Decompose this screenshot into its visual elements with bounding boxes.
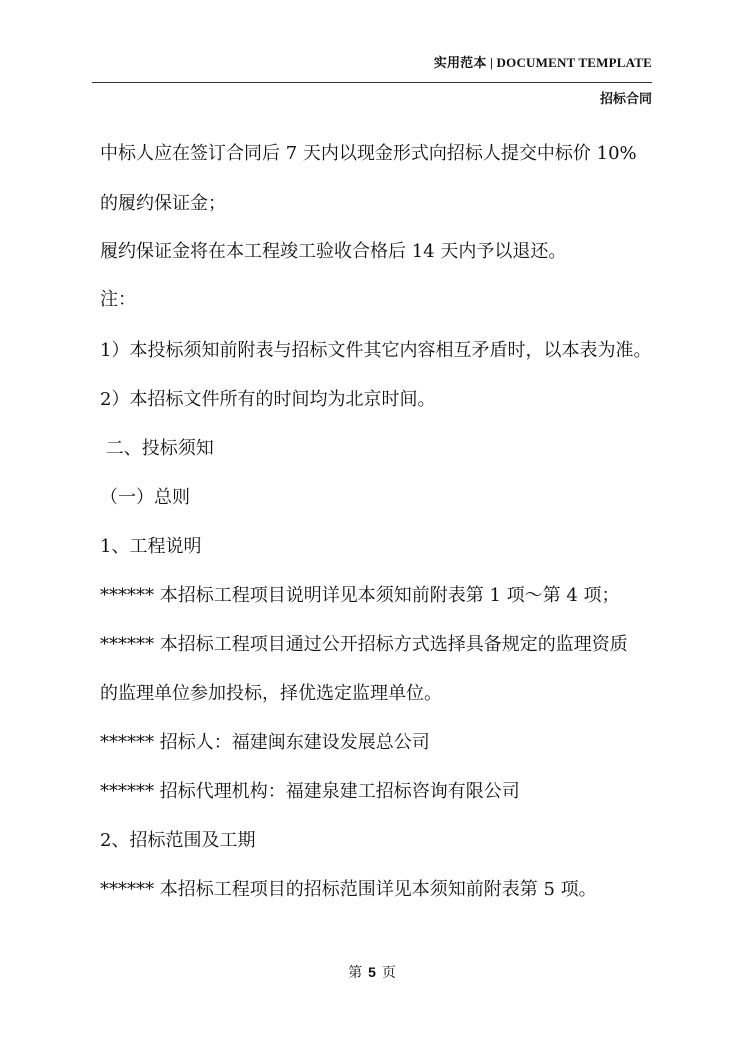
body-line: 的监理单位参加投标，择优选定监理单位。 <box>100 683 442 704</box>
body-line: ****** 本招标工程项目的招标范围详见本须知前附表第 5 项。 <box>100 879 597 900</box>
page-number: 5 <box>368 964 376 980</box>
header-subtitle: 招标合同 <box>599 92 652 107</box>
item-heading: 1、工程说明 <box>100 536 202 557</box>
body-line: 的履约保证金； <box>100 193 226 214</box>
page-footer <box>0 962 744 982</box>
body-line: 2）本招标文件所有的时间均为北京时间。 <box>100 389 436 410</box>
subsection-heading: （一）总则 <box>100 487 190 508</box>
body-line: ****** 招标人：福建闽东建设发展总公司 <box>100 732 430 753</box>
item-heading: 2、招标范围及工期 <box>100 830 256 851</box>
body-line: ****** 本招标工程项目说明详见本须知前附表第 1 项～第 4 项； <box>100 585 620 606</box>
footer-prefix: 第 <box>348 965 363 981</box>
body-line: ****** 本招标工程项目通过公开招标方式选择具备规定的监理资质 <box>100 634 628 655</box>
header-divider <box>92 82 652 83</box>
header-title: 实用范本 | DOCUMENT TEMPLATE <box>433 55 652 70</box>
body-line: 履约保证金将在本工程竣工验收合格后 14 天内予以退还。 <box>100 241 567 262</box>
body-line: 中标人应在签订合同后 7 天内以现金形式向招标人提交中标价 10% <box>100 143 637 164</box>
section-heading: 二、投标须知 <box>100 438 214 459</box>
footer-suffix: 页 <box>381 965 396 981</box>
body-line: 注： <box>100 289 136 310</box>
body-line: ****** 招标代理机构：福建泉建工招标咨询有限公司 <box>100 781 520 802</box>
body-line: 1）本投标须知前附表与招标文件其它内容相互矛盾时，以本表为准。 <box>100 340 652 361</box>
